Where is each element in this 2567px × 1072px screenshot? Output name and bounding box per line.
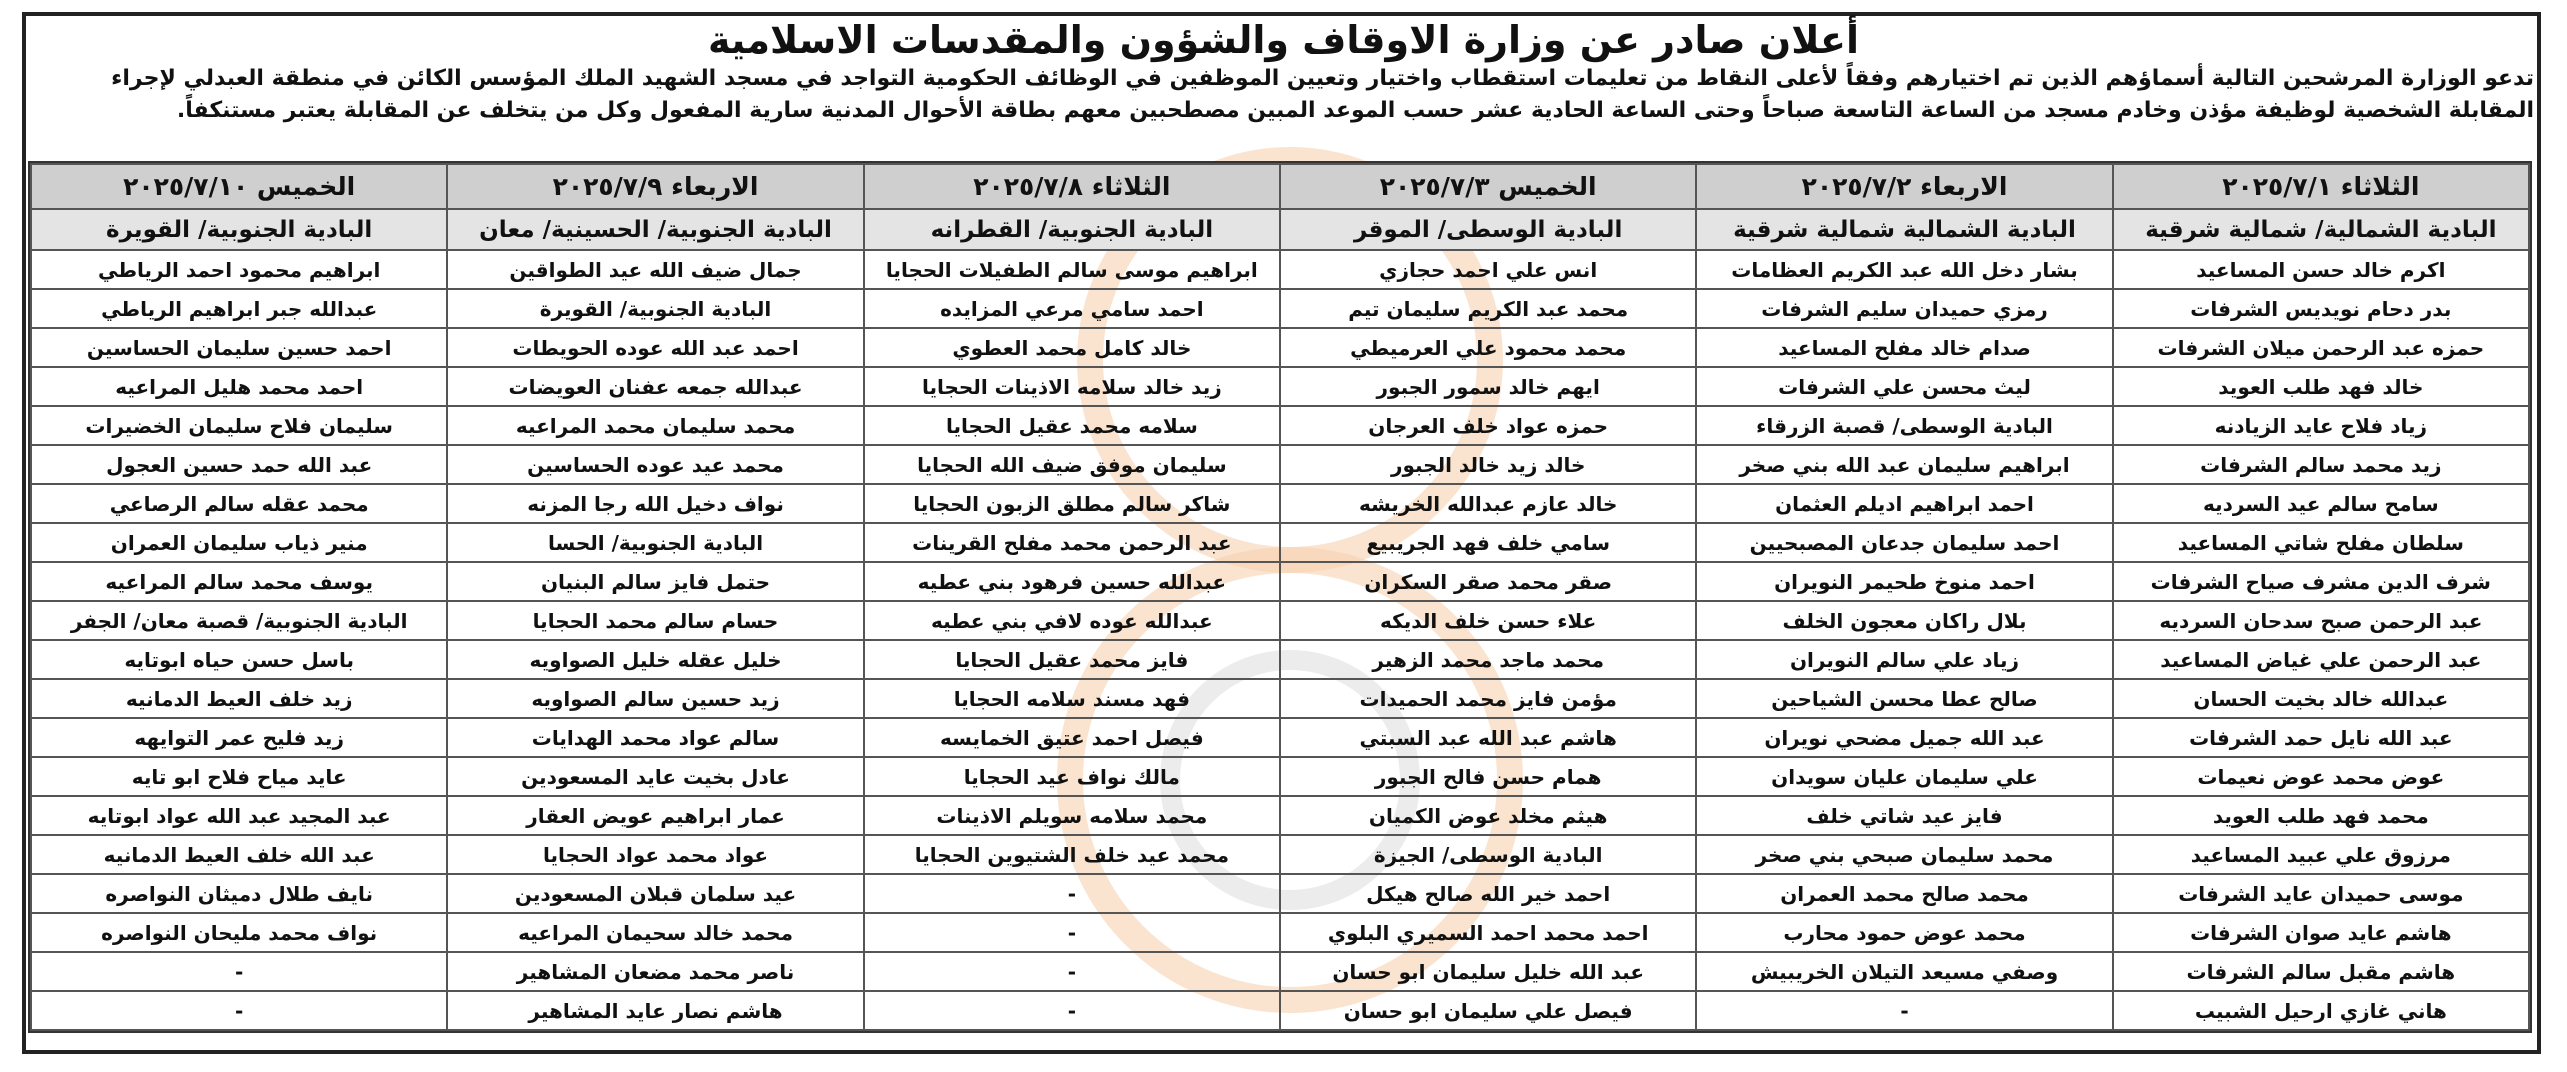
candidate-name-cell: احمد محمد هليل المراعيه xyxy=(31,367,447,406)
candidate-name-cell: خالد زيد خالد الجبور xyxy=(1280,445,1696,484)
candidate-name-cell: شرف الدين مشرف صياح الشرفات xyxy=(2113,562,2529,601)
column-region-header: البادية الشمالية/ شمالية شرقية xyxy=(2113,209,2529,250)
region-header-row xyxy=(31,209,2529,250)
candidate-name-cell: صالح عطا محسن الشياحين xyxy=(1696,679,2112,718)
candidate-name-cell: عمار ابراهيم عويض العقار xyxy=(447,796,863,835)
candidate-name-cell: وصفي مسيعد التيلان الخريبيش xyxy=(1696,952,2112,991)
candidate-name-cell: حمزه عبد الرحمن ميلان الشرفات xyxy=(2113,328,2529,367)
column-date-header: الخميس ٢٠٢٥/٧/١٠ xyxy=(31,164,447,209)
column-date-header: الثلاثاء ٢٠٢٥/٧/٨ xyxy=(864,164,1280,209)
column-date-header: الاربعاء ٢٠٢٥/٧/٩ xyxy=(447,164,863,209)
candidate-name-cell: زيد خالد سلامه الاذينات الحجايا xyxy=(864,367,1280,406)
candidate-name-cell: محمد عيد عوده الحساسين xyxy=(447,445,863,484)
candidate-name-cell: عبد الله جميل مضحي نويران xyxy=(1696,718,2112,757)
candidate-name-cell: حمزه عواد خلف العرجان xyxy=(1280,406,1696,445)
candidate-name-cell: نواف دخيل الله رجا المزنه xyxy=(447,484,863,523)
candidate-name-cell: علي سليمان عليان سويدان xyxy=(1696,757,2112,796)
candidate-name-cell: بدر دحام نويديس الشرفات xyxy=(2113,289,2529,328)
table-row xyxy=(31,913,2529,952)
candidate-name-cell: هاشم عايد صوان الشرفات xyxy=(2113,913,2529,952)
candidate-name-cell: عبدالله جبر ابراهيم الرياطي xyxy=(31,289,447,328)
table-row xyxy=(31,445,2529,484)
candidate-name-cell: عبد الرحمن صبح سدحان السرديه xyxy=(2113,601,2529,640)
table-row xyxy=(31,328,2529,367)
table-row xyxy=(31,679,2529,718)
candidate-name-cell: اكرم خالد حسن المساعيد xyxy=(2113,250,2529,289)
candidate-name-cell: ايهم خالد سمور الجبور xyxy=(1280,367,1696,406)
intro-line-1: تدعو الوزارة المرشحين التالية أسماؤهم الذين تم اختيارهم وفقاً لأعلى النقاط من تعليمات استقطاب واختيار وتعيين الموظفين في الوظائف الحكومية التواجد في مسجد الشهيد الملك المؤسس الكائن في منطقة العبدلي لإجراء xyxy=(111,66,2534,91)
candidate-name-cell: همام حسن فالح الجبور xyxy=(1280,757,1696,796)
candidate-name-cell: محمد سلامه سويلم الاذينات xyxy=(864,796,1280,835)
candidate-name-cell: علاء حسن خلف الديكه xyxy=(1280,601,1696,640)
candidate-name-cell: مؤمن فايز محمد الحميدات xyxy=(1280,679,1696,718)
candidate-name-cell: خالد كامل محمد العطوي xyxy=(864,328,1280,367)
candidate-name-cell: عبدالله عوده لافي بني عطيه xyxy=(864,601,1280,640)
column-region-header: البادية الجنوبية/ الحسينية/ معان xyxy=(447,209,863,250)
table-row xyxy=(31,562,2529,601)
candidate-name-cell: زيد خلف العيط الدمانيه xyxy=(31,679,447,718)
candidate-name-cell: زيد محمد سالم الشرفات xyxy=(2113,445,2529,484)
table-row xyxy=(31,523,2529,562)
candidate-name-cell: عواد محمد عواد الحجايا xyxy=(447,835,863,874)
candidate-name-cell: البادية الوسطى/ قصبة الزرقاء xyxy=(1696,406,2112,445)
candidate-name-cell: فيصل احمد عتيق الخمايسه xyxy=(864,718,1280,757)
candidate-name-cell: احمد سامي مرعي المزايده xyxy=(864,289,1280,328)
candidate-name-cell: هاشم نصار عايد المشاهير xyxy=(447,991,863,1030)
column-region-header: البادية الوسطى/ الموقر xyxy=(1280,209,1696,250)
candidate-name-cell: سامي خلف فهد الجريبيع xyxy=(1280,523,1696,562)
candidate-name-cell: سلطان مفلح شاتي المساعيد xyxy=(2113,523,2529,562)
candidate-name-cell: عوض محمد عوض نعيمات xyxy=(2113,757,2529,796)
candidate-name-cell: محمد عوض حمود محارب xyxy=(1696,913,2112,952)
candidate-name-cell: احمد حسين سليمان الحساسين xyxy=(31,328,447,367)
candidate-name-cell: هيثم مخلد عوض الكميان xyxy=(1280,796,1696,835)
table-row xyxy=(31,991,2529,1030)
candidate-name-cell: فايز عيد شاتي خلف xyxy=(1696,796,2112,835)
candidate-name-cell: عبد الله خليل سليمان ابو حسان xyxy=(1280,952,1696,991)
candidate-name-cell: - xyxy=(864,874,1280,913)
table-row xyxy=(31,835,2529,874)
candidate-name-cell: - xyxy=(1696,991,2112,1030)
candidate-name-cell: جمال ضيف الله عيد الطواقين xyxy=(447,250,863,289)
candidate-name-cell: يوسف محمد سالم المراعيه xyxy=(31,562,447,601)
candidates-schedule-table xyxy=(30,163,2530,1031)
candidate-name-cell: فيصل علي سليمان ابو حسان xyxy=(1280,991,1696,1030)
table-row xyxy=(31,796,2529,835)
candidate-name-cell: البادية الجنوبية/ الحسا xyxy=(447,523,863,562)
candidate-name-cell: مرزوق علي عبيد المساعيد xyxy=(2113,835,2529,874)
candidate-name-cell: عايد مياح فلاح ابو تايه xyxy=(31,757,447,796)
candidate-name-cell: - xyxy=(864,913,1280,952)
candidate-name-cell: ابراهيم محمود احمد الرياطي xyxy=(31,250,447,289)
column-region-header: البادية الشمالية شمالية شرقية xyxy=(1696,209,2112,250)
candidate-name-cell: محمد صالح محمد العمران xyxy=(1696,874,2112,913)
candidate-name-cell: محمد محمود علي العرميطي xyxy=(1280,328,1696,367)
intro-line-2: المقابلة الشخصية لوظيفة مؤذن وخادم مسجد من الساعة التاسعة صباحاً وحتى الساعة الحادية عشر حسب الموعد المبين مصطحبين معهم بطاقة الأحوال المدنية سارية المفعول وكل من يتخلف عن المقابلة يعتبر مستنكفاً. xyxy=(176,98,2534,123)
candidate-name-cell: محمد سليمان محمد المراعيه xyxy=(447,406,863,445)
candidate-name-cell: عبد الله خلف العيط الدمانيه xyxy=(31,835,447,874)
candidate-name-cell: احمد سليمان جدعان المصبحيين xyxy=(1696,523,2112,562)
candidate-name-cell: عادل بخيت عايد المسعودين xyxy=(447,757,863,796)
candidate-name-cell: سالم عواد محمد الهدايات xyxy=(447,718,863,757)
candidate-name-cell: محمد عبد الكريم سليمان تيم xyxy=(1280,289,1696,328)
candidate-name-cell: رمزي حميدان سليم الشرفات xyxy=(1696,289,2112,328)
candidate-name-cell: فهد مسند سلامه الحجايا xyxy=(864,679,1280,718)
table-row xyxy=(31,289,2529,328)
column-region-header: البادية الجنوبية/ القويرة xyxy=(31,209,447,250)
candidate-name-cell: زيد حسين سالم الصواويه xyxy=(447,679,863,718)
table-row xyxy=(31,601,2529,640)
candidate-name-cell: فايز محمد عقيل الحجايا xyxy=(864,640,1280,679)
candidate-name-cell: صدام خالد مفلح المساعيد xyxy=(1696,328,2112,367)
candidate-name-cell: ليث محسن علي الشرفات xyxy=(1696,367,2112,406)
candidate-name-cell: محمد عقله سالم الرصاعي xyxy=(31,484,447,523)
candidate-name-cell: - xyxy=(864,952,1280,991)
candidate-name-cell: احمد منوخ طحيمر النويران xyxy=(1696,562,2112,601)
candidate-name-cell: - xyxy=(31,952,447,991)
table-row xyxy=(31,718,2529,757)
candidate-name-cell: عبد الرحمن علي غياض المساعيد xyxy=(2113,640,2529,679)
candidate-name-cell: حتمل فايز سالم البنيان xyxy=(447,562,863,601)
candidate-name-cell: احمد عبد الله عوده الحويطات xyxy=(447,328,863,367)
candidate-name-cell: زياد فلاح عايد الزيادنه xyxy=(2113,406,2529,445)
candidate-name-cell: موسى حميدان عايد الشرفات xyxy=(2113,874,2529,913)
candidate-name-cell: - xyxy=(864,991,1280,1030)
candidate-name-cell: هاني غازي ارحيل الشبيب xyxy=(2113,991,2529,1030)
candidate-name-cell: صقر محمد صقر السكران xyxy=(1280,562,1696,601)
table-row xyxy=(31,406,2529,445)
table-row xyxy=(31,640,2529,679)
candidate-name-cell: ابراهيم سليمان عبد الله بني صخر xyxy=(1696,445,2112,484)
candidate-name-cell: نايف طلال دميثان النواصره xyxy=(31,874,447,913)
candidate-name-cell: عبد الله حمد حسين العجول xyxy=(31,445,447,484)
candidate-name-cell: ابراهيم موسى سالم الطفيلات الحجايا xyxy=(864,250,1280,289)
table-row xyxy=(31,250,2529,289)
table-row xyxy=(31,484,2529,523)
candidate-name-cell: محمد عيد خلف الشتيوين الحجايا xyxy=(864,835,1280,874)
day-header-row xyxy=(31,164,2529,209)
table-row xyxy=(31,874,2529,913)
candidate-name-cell: عبد المجيد عبد الله عواد ابوتايه xyxy=(31,796,447,835)
announcement-title: أعلان صادر عن وزارة الاوقاف والشؤون والمقدسات الاسلامية xyxy=(707,18,1860,62)
candidate-name-cell: سليمان موفق ضيف الله الحجايا xyxy=(864,445,1280,484)
candidate-name-cell: سلامه محمد عقيل الحجايا xyxy=(864,406,1280,445)
candidate-name-cell: هاشم عبد الله عبد السبتي xyxy=(1280,718,1696,757)
column-region-header: البادية الجنوبية/ القطرانه xyxy=(864,209,1280,250)
candidate-name-cell: عبد الرحمن محمد مفلح القرينات xyxy=(864,523,1280,562)
candidate-name-cell: شاكر سالم مطلق الزبون الحجايا xyxy=(864,484,1280,523)
candidate-name-cell: خليل عقله خليل الصواويه xyxy=(447,640,863,679)
candidate-name-cell: عبدالله جمعه عفنان العويضات xyxy=(447,367,863,406)
candidate-name-cell: سليمان فلاح سليمان الخضيرات xyxy=(31,406,447,445)
candidate-name-cell: البادية الجنوبية/ القويرة xyxy=(447,289,863,328)
candidate-name-cell: احمد خير الله صالح هيكل xyxy=(1280,874,1696,913)
candidate-name-cell: مالك نواف عيد الحجايا xyxy=(864,757,1280,796)
candidate-name-cell: عبدالله خالد بخيت الحسان xyxy=(2113,679,2529,718)
candidate-name-cell: ناصر محمد مضعان المشاهير xyxy=(447,952,863,991)
candidate-name-cell: عبدالله حسين فرهود بني عطيه xyxy=(864,562,1280,601)
candidate-name-cell: بلال راكان معجون الخلف xyxy=(1696,601,2112,640)
candidate-name-cell: بشار دخل الله عبد الكريم العظامات xyxy=(1696,250,2112,289)
candidate-name-cell: منير ذياب سليمان العمران xyxy=(31,523,447,562)
candidate-name-cell: محمد ماجد محمد الزهير xyxy=(1280,640,1696,679)
table-row xyxy=(31,367,2529,406)
table-row xyxy=(31,757,2529,796)
candidate-name-cell: خالد فهد طلب العويد xyxy=(2113,367,2529,406)
candidate-name-cell: البادية الوسطى/ الجيزة xyxy=(1280,835,1696,874)
candidate-name-cell: محمد خالد سحيمان المراعيه xyxy=(447,913,863,952)
table-row xyxy=(31,952,2529,991)
column-date-header: الثلاثاء ٢٠٢٥/٧/١ xyxy=(2113,164,2529,209)
candidate-name-cell: هاشم مقبل سالم الشرفات xyxy=(2113,952,2529,991)
candidate-name-cell: عبد الله نايل حمد الشرفات xyxy=(2113,718,2529,757)
candidate-name-cell: زيد فليح عمر التوايهه xyxy=(31,718,447,757)
candidate-name-cell: نواف محمد مليحان النواصره xyxy=(31,913,447,952)
column-date-header: الاربعاء ٢٠٢٥/٧/٢ xyxy=(1696,164,2112,209)
candidate-name-cell: زياد علي سالم النويران xyxy=(1696,640,2112,679)
candidate-name-cell: خالد عازم عبدالله الخريشه xyxy=(1280,484,1696,523)
column-date-header: الخميس ٢٠٢٥/٧/٣ xyxy=(1280,164,1696,209)
candidate-name-cell: احمد محمد احمد السميري البلوي xyxy=(1280,913,1696,952)
candidate-name-cell: انس علي احمد حجازي xyxy=(1280,250,1696,289)
candidate-name-cell: البادية الجنوبية/ قصبة معان/ الجفر xyxy=(31,601,447,640)
candidate-name-cell: حسام سالم محمد الحجايا xyxy=(447,601,863,640)
candidate-name-cell: محمد سليمان صبحي بني صخر xyxy=(1696,835,2112,874)
candidate-name-cell: سامح سالم عيد السرديه xyxy=(2113,484,2529,523)
candidate-name-cell: باسل حسن حياه ابوتايه xyxy=(31,640,447,679)
candidate-name-cell: - xyxy=(31,991,447,1030)
candidate-name-cell: محمد فهد طلب العويد xyxy=(2113,796,2529,835)
candidate-name-cell: احمد ابراهيم اديلم العثمان xyxy=(1696,484,2112,523)
candidate-name-cell: عيد سلمان قبلان المسعودين xyxy=(447,874,863,913)
